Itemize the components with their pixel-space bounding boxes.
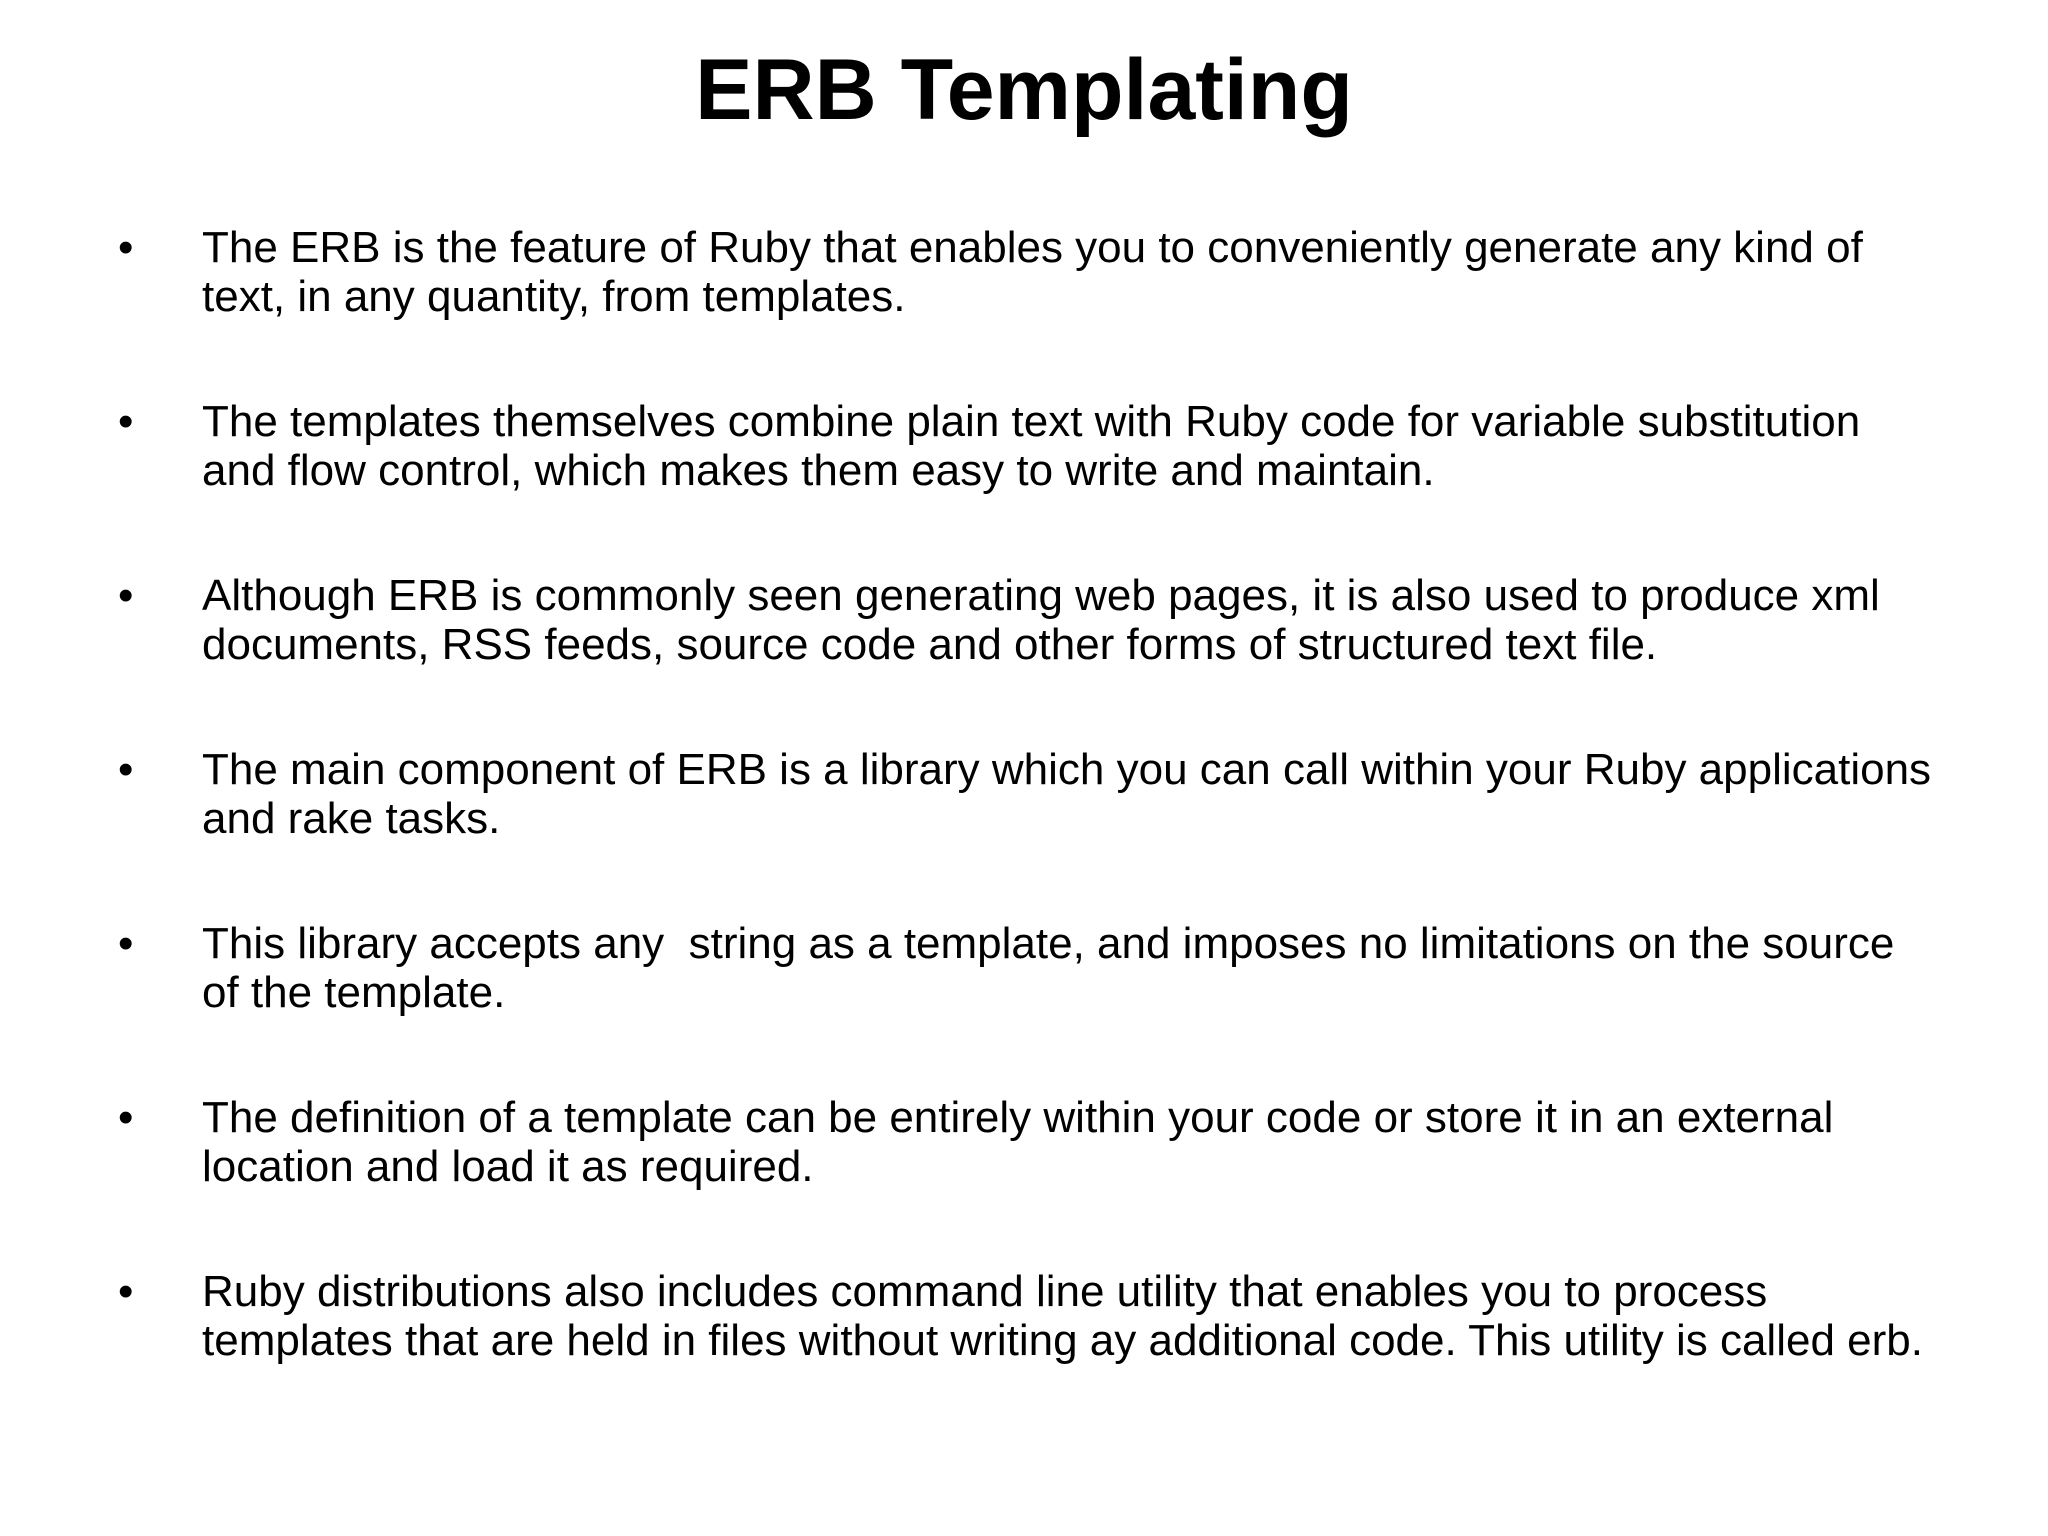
bullet-icon: • [118,745,134,794]
bullet-icon: • [118,1093,134,1142]
bullet-text: The definition of a template can be entirely within your code or store it in an external location and load it as required. [202,1093,1834,1191]
bullet-icon: • [118,1267,134,1316]
bullet-text: The main component of ERB is a library which you can call within your Ruby applications and rake tasks. [202,745,1932,843]
bullet-text: This library accepts any string as a template, and imposes no limitations on the source of the template. [202,919,1907,1017]
bullet-icon: • [118,223,134,272]
bullet-icon: • [118,571,134,620]
bullet-text: Ruby distributions also includes command line utility that enables you to process templates that are held in files without writing ay additional code. This utility is called erb. [202,1267,1923,1365]
bullet-icon: • [118,397,134,446]
bullet-text: The templates themselves combine plain text with Ruby code for variable substitution and flow control, which makes them easy to write and maintain. [202,397,1861,495]
bullet-text: The ERB is the feature of Ruby that enables you to conveniently generate any kind of text, in any quantity, from templates. [202,223,1863,321]
bullet-text: Although ERB is commonly seen generating web pages, it is also used to produce xml documents, RSS feeds, source code and other forms of structured text file. [202,571,1880,669]
bullet-icon: • [118,919,134,968]
slide-title: ERB Templating [695,42,1353,138]
